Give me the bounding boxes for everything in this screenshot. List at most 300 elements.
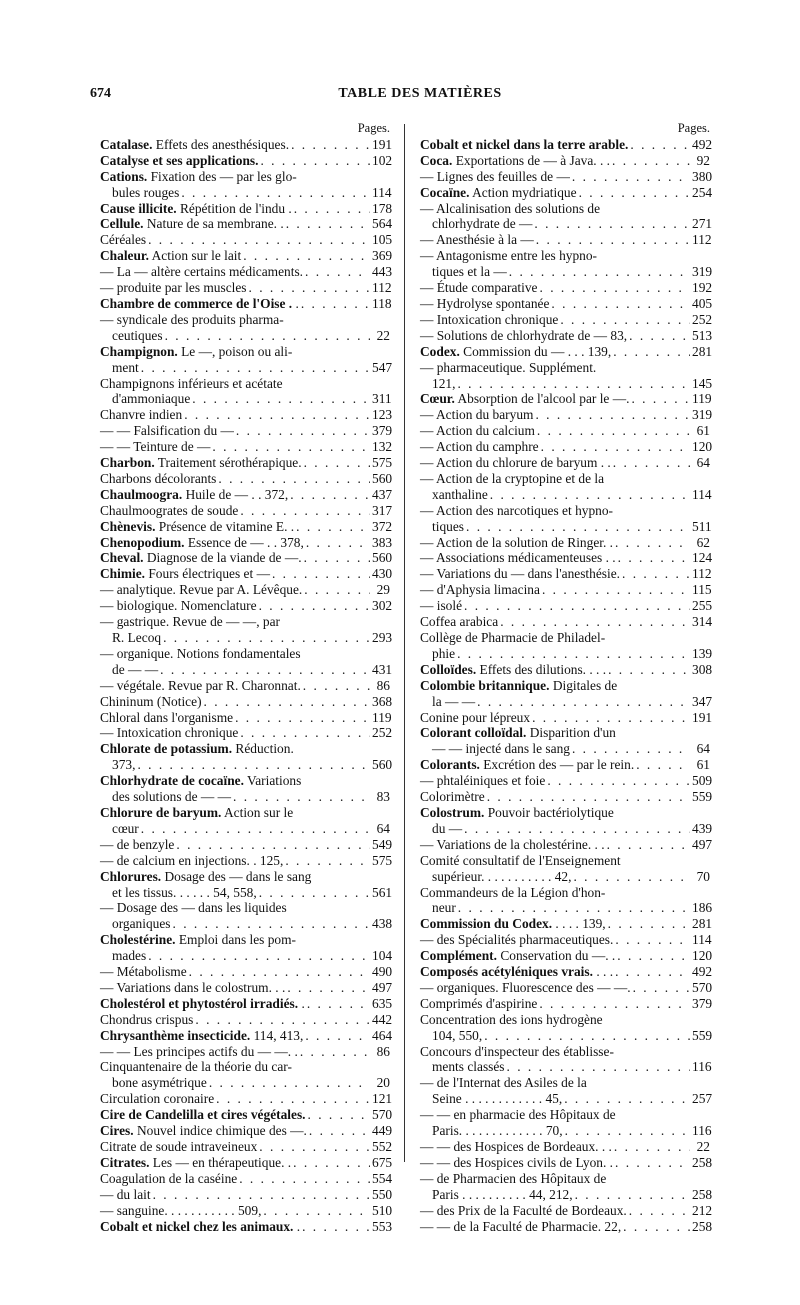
entry-text: Coffea arabica	[420, 614, 499, 630]
index-entry	[420, 598, 713, 614]
entry-text: Chrysanthème insecticide. 114, 413,	[100, 1027, 304, 1043]
index-entry	[420, 1075, 713, 1107]
entry-line	[100, 678, 390, 694]
dot-leader	[296, 519, 370, 535]
dot-leader	[613, 455, 690, 471]
dot-leader	[487, 789, 690, 805]
dot-leader	[614, 1139, 690, 1155]
entry-text: Chambre de commerce de l'Oise . .	[100, 295, 299, 311]
dot-leader	[615, 1155, 690, 1171]
entry-line	[420, 805, 710, 821]
index-entry	[420, 614, 713, 630]
entry-line	[420, 201, 710, 217]
entry-text: Cellule. Nature de sa membrane. .	[100, 216, 284, 232]
index-entry	[100, 852, 393, 869]
page-ref: 116	[692, 1123, 712, 1139]
index-entry	[100, 1123, 393, 1139]
dot-leader	[509, 264, 690, 280]
entry-line	[100, 1218, 393, 1235]
index-entry	[420, 439, 713, 455]
dot-leader	[541, 439, 690, 455]
dot-leader	[236, 423, 370, 439]
dot-leader	[607, 837, 690, 853]
entry-text: Chènevis. Présence de vitamine E. .	[100, 518, 295, 534]
dot-leader	[547, 773, 690, 789]
page-ref: 64	[376, 820, 390, 836]
index-entry	[100, 264, 393, 280]
entry-text: Chloral dans l'organisme	[100, 709, 234, 725]
entry-text: — des Prix de la Faculté de Bordeaux.	[420, 1202, 627, 1218]
entry-continuation	[100, 328, 390, 344]
dot-leader	[204, 694, 370, 710]
page-ref: 271	[692, 216, 713, 232]
entry-line	[100, 200, 393, 217]
entry-line	[420, 1218, 713, 1235]
page-ref: 575	[372, 455, 393, 471]
page-ref: 118	[372, 295, 392, 311]
entry-line	[100, 1059, 390, 1075]
dot-leader	[573, 869, 690, 885]
entry-continuation	[420, 264, 713, 280]
entry-line	[420, 327, 713, 344]
page-ref: 258	[692, 1154, 713, 1170]
entry-text: — Alcalinisation des solutions de	[420, 200, 601, 216]
entry-line	[100, 646, 390, 662]
entry-line	[420, 678, 710, 694]
entry-text: — Étude comparative	[420, 280, 538, 296]
dot-leader	[633, 980, 690, 996]
entry-text: — Métabolisme	[100, 964, 187, 980]
dot-leader	[300, 1044, 370, 1060]
entry-line	[420, 1202, 713, 1219]
entry-line	[420, 836, 713, 853]
page-ref: 302	[372, 598, 393, 614]
entry-text: — Action du baryum	[420, 407, 534, 423]
page-ref: 116	[692, 1059, 712, 1075]
entry-text: Colorant colloïdal. Disparition d'un	[420, 725, 616, 741]
entry-continuation	[100, 630, 393, 646]
page-ref: 311	[372, 391, 392, 407]
page-ref: 258	[692, 1186, 713, 1202]
page-ref: 497	[692, 836, 713, 852]
entry-line	[100, 502, 393, 519]
entry-text: Chininum (Notice)	[100, 693, 202, 709]
page-ref: 112	[372, 280, 392, 296]
entry-continuation	[420, 519, 710, 535]
entry-text: — Variations du — dans l'anesthésie.	[420, 566, 621, 582]
entry-text: — Associations médicamenteuses . .	[420, 550, 616, 566]
dot-leader	[464, 821, 690, 837]
dot-leader	[195, 1012, 370, 1028]
index-entry	[100, 805, 390, 837]
entry-line	[420, 248, 710, 264]
entry-text: — Action du chlorure de baryum . .	[420, 455, 611, 471]
index-entry	[100, 1170, 393, 1187]
entry-text: Colloïdes. Effets des dilutions. . . .	[420, 661, 607, 677]
index-entry	[100, 486, 393, 503]
page-ref: 192	[692, 280, 713, 296]
index-entry	[420, 948, 713, 964]
dot-leader	[209, 1075, 370, 1091]
entry-text: — Action du camphre	[420, 439, 539, 455]
dot-leader	[218, 471, 370, 487]
page-ref: 439	[692, 820, 713, 836]
entry-line	[420, 853, 710, 869]
page-ref: 83	[376, 789, 390, 805]
entry-line	[100, 550, 393, 566]
dot-leader	[148, 232, 370, 248]
page-ref: 114	[372, 184, 392, 200]
entry-line	[100, 1170, 393, 1187]
index-entry	[100, 1107, 393, 1123]
entry-text: Champignon. Le —, poison ou ali-	[100, 343, 293, 359]
entry-line	[420, 184, 713, 201]
page-ref: 405	[692, 295, 713, 311]
index-entry	[420, 359, 713, 392]
index-entry	[420, 423, 710, 439]
dot-leader	[477, 694, 690, 710]
entry-line	[100, 216, 393, 232]
entry-line	[100, 964, 393, 980]
entry-text: cœur	[112, 820, 139, 836]
page-ref: 191	[372, 136, 393, 152]
entry-text: — pharmaceutique. Supplément.	[420, 359, 597, 375]
entry-line	[100, 470, 393, 487]
entry-line	[100, 1091, 393, 1107]
index-entry	[100, 216, 393, 232]
entry-text: Chlorure de baryum. Action sur le	[100, 804, 294, 820]
entry-text: — — Teinture de —	[100, 439, 211, 455]
entry-line	[100, 280, 390, 296]
index-entry	[420, 964, 713, 980]
index-entry	[100, 502, 393, 519]
index-entry	[100, 1154, 393, 1171]
entry-text: 104, 550,	[432, 1027, 483, 1043]
entry-line	[420, 295, 713, 312]
dot-leader	[542, 582, 690, 598]
index-entry	[100, 1202, 393, 1219]
entry-text: Comité consultatif de l'Enseignement	[420, 852, 621, 868]
page-ref: 492	[692, 136, 713, 152]
page-ref: 115	[692, 582, 712, 598]
page-ref: 431	[372, 661, 393, 677]
entry-text: Cholestérine. Emploi dans les pom-	[100, 932, 297, 948]
entry-line	[100, 152, 393, 169]
entry-continuation	[420, 820, 713, 837]
entry-text: — Lignes des feuilles de —	[420, 168, 570, 184]
dot-leader	[173, 916, 370, 932]
entry-text: Circulation coronaire	[100, 1091, 215, 1107]
index-entry	[420, 884, 713, 917]
index-entry	[420, 471, 710, 503]
entry-text: Comprimés d'aspirine	[420, 995, 538, 1011]
index-entry	[420, 757, 710, 773]
index-entry	[420, 407, 713, 423]
page-ref: 255	[692, 598, 713, 614]
entry-text: Catalase. Effets des anesthésiques.	[100, 136, 290, 152]
index-entry	[420, 280, 713, 296]
entry-text: du —	[432, 820, 463, 836]
entry-continuation	[420, 1123, 710, 1139]
entry-line	[100, 995, 393, 1012]
dot-leader	[309, 1123, 370, 1139]
index-entry	[420, 311, 713, 328]
entry-line	[100, 693, 393, 710]
page-ref: 114	[692, 932, 712, 948]
index-entry	[100, 995, 393, 1012]
dot-leader	[539, 996, 690, 1012]
pages-label: Pages.	[677, 121, 710, 135]
entry-text: — syndicale des produits pharma-	[100, 311, 284, 327]
entry-continuation	[420, 1186, 713, 1203]
index-entry	[100, 248, 393, 264]
entry-text: — phtaléiniques et foie	[420, 773, 546, 789]
index-entry	[420, 853, 710, 885]
page-ref: 547	[372, 359, 393, 375]
index-entry	[100, 582, 390, 598]
index-entry	[420, 136, 713, 153]
page-ref: 104	[372, 948, 393, 964]
entry-text: de — —	[112, 661, 159, 677]
index-entry	[100, 470, 393, 487]
entry-text: Citrate de soude intraveineux	[100, 1139, 258, 1154]
dot-leader	[608, 916, 690, 932]
entry-continuation	[100, 757, 393, 773]
dot-leader	[615, 932, 690, 948]
entry-text: — Hydrolyse spontanée	[420, 295, 550, 311]
index-entry	[100, 693, 393, 710]
index-entry	[420, 1202, 713, 1219]
entry-line	[420, 407, 713, 423]
entry-line	[100, 1011, 393, 1028]
page-ref: 319	[692, 264, 713, 280]
entry-line	[420, 979, 713, 996]
dot-leader	[285, 853, 370, 869]
entry-list	[100, 136, 393, 1235]
dot-leader	[532, 710, 690, 726]
page-ref: 319	[692, 407, 713, 423]
entry-text: Charbons décolorants	[100, 470, 217, 486]
entry-line	[420, 582, 710, 598]
entry-text: Cinquantenaire de la théorie du car-	[100, 1059, 292, 1075]
entry-text: 373,	[112, 757, 136, 773]
entry-line	[100, 169, 390, 185]
entry-text: Complément. Conservation du —. .	[420, 948, 616, 964]
index-entry	[420, 1170, 713, 1203]
dot-leader	[636, 757, 690, 773]
entry-text: — Action de la solution de Ringer. .	[420, 534, 614, 550]
entry-text: — des Spécialités pharmaceutiques.	[420, 932, 614, 948]
index-entry	[100, 932, 393, 964]
page-ref: 497	[372, 979, 393, 995]
entry-line	[100, 1027, 393, 1044]
entry-text: 121,	[432, 375, 456, 391]
index-entry	[100, 232, 393, 248]
dot-leader	[613, 344, 690, 360]
dot-leader	[307, 996, 370, 1012]
entry-text: — Action du calcium	[420, 423, 535, 439]
entry-line	[100, 136, 393, 153]
entry-line	[100, 439, 393, 455]
entry-line	[100, 455, 393, 471]
dot-leader	[153, 1187, 370, 1203]
entry-text: Chaulmoogrates de soude	[100, 502, 239, 518]
entry-continuation	[420, 645, 713, 662]
page-ref: 379	[692, 995, 713, 1011]
dot-leader	[535, 407, 690, 423]
index-entry	[420, 566, 710, 582]
entry-text: bone asymétrique	[112, 1075, 207, 1091]
index-entry	[420, 1218, 713, 1235]
dot-leader	[304, 550, 370, 566]
index-entry	[100, 868, 393, 901]
entry-text: R. Lecoq	[112, 630, 162, 645]
dot-leader	[612, 153, 690, 169]
dot-leader	[263, 1203, 370, 1219]
entry-text: Chaulmoogra. Huile de — . . 372,	[100, 486, 289, 502]
entry-text: — Anesthésie à la —	[420, 232, 534, 248]
entry-line	[100, 407, 393, 423]
dot-leader	[272, 566, 370, 582]
entry-line	[420, 948, 713, 964]
page-ref: 254	[692, 184, 713, 200]
entry-line	[100, 710, 390, 726]
dot-leader	[490, 487, 690, 503]
dot-leader	[141, 821, 370, 837]
entry-text: supérieur. . . . . . . . . . . 42,	[432, 868, 572, 884]
entry-list	[420, 136, 713, 1235]
page-ref: 549	[372, 836, 393, 852]
entry-text: — Dosage des — dans les liquides	[100, 900, 287, 916]
dot-leader	[618, 550, 690, 566]
index-entry	[100, 773, 390, 805]
dot-leader	[287, 980, 370, 996]
page-ref: 550	[372, 1186, 393, 1202]
index-entry	[420, 455, 710, 471]
index-entry	[100, 964, 393, 980]
dot-leader	[615, 535, 690, 551]
dot-leader	[560, 312, 690, 328]
entry-text: Cobalt et nickel chez les animaux. .	[100, 1218, 301, 1234]
index-entry	[420, 932, 710, 948]
dot-leader	[137, 757, 370, 773]
entry-line	[100, 534, 393, 551]
entry-line	[420, 360, 710, 376]
dot-leader	[304, 455, 370, 471]
index-entry	[420, 789, 713, 805]
entry-continuation	[420, 487, 710, 503]
entry-line	[100, 566, 393, 582]
entry-text: Paris . . . . . . . . . . 44, 212,	[432, 1186, 573, 1202]
dot-leader	[536, 232, 690, 248]
index-entry	[420, 1139, 710, 1155]
entry-text: — d'Aphysia limacina	[420, 582, 540, 598]
entry-text: — — des Hospices civils de Lyon. .	[420, 1154, 614, 1170]
entry-line	[100, 836, 393, 853]
entry-text: — Variations dans le colostrum. . .	[100, 979, 286, 995]
entry-line	[100, 582, 390, 598]
index-entry	[100, 550, 393, 566]
index-entry	[100, 376, 390, 408]
column-divider	[404, 124, 405, 1162]
entry-text: — de benzyle	[100, 836, 175, 852]
entry-line	[420, 550, 713, 566]
entry-text: — analytique. Revue par A. Lévêque.	[100, 582, 303, 598]
entry-line	[100, 805, 390, 821]
entry-line	[420, 885, 710, 901]
page-ref: 369	[372, 248, 393, 264]
entry-text: Concentration des ions hydrogène	[420, 1011, 603, 1027]
entry-line	[420, 1075, 710, 1091]
entry-line	[420, 995, 713, 1012]
entry-text: — organique. Notions fondamentales	[100, 645, 301, 661]
page-ref: 383	[372, 534, 393, 550]
entry-continuation	[420, 1027, 713, 1044]
dot-leader	[192, 391, 370, 407]
entry-line	[100, 376, 390, 392]
index-entry	[420, 1107, 710, 1139]
entry-line	[100, 1186, 393, 1203]
dot-leader	[293, 1155, 370, 1171]
pages-label: Pages.	[357, 121, 390, 135]
entry-line	[100, 773, 390, 789]
entry-continuation	[100, 884, 393, 901]
dot-leader	[259, 1139, 370, 1155]
entry-line	[420, 773, 713, 789]
entry-text: Chimie. Fours électriques et —	[100, 566, 270, 582]
page-ref: 564	[372, 216, 393, 232]
page-ref: 281	[692, 343, 713, 359]
entry-line	[420, 439, 713, 455]
entry-text: xanthaline	[432, 486, 488, 502]
entry-line	[420, 1044, 710, 1060]
page-ref: 29	[376, 582, 390, 598]
entry-line	[420, 566, 710, 582]
entry-line	[100, 1107, 393, 1123]
dot-leader	[484, 1028, 690, 1044]
dot-leader	[291, 137, 370, 153]
entry-line	[100, 518, 393, 535]
page-ref: 635	[372, 995, 393, 1011]
index-entry	[100, 725, 393, 741]
index-entry	[420, 184, 713, 201]
page-ref: 281	[692, 916, 713, 932]
entry-text: — — Les principes actifs du — —. .	[100, 1043, 298, 1059]
dot-leader	[458, 900, 690, 916]
page-ref: 86	[376, 1043, 390, 1059]
entry-text: — de calcium en injections. . 125,	[100, 852, 284, 868]
dot-leader	[537, 423, 690, 439]
index-entry	[100, 900, 393, 932]
entry-text: tiques	[432, 518, 464, 534]
entry-line	[420, 1154, 713, 1171]
entry-text: Citrates. Les — en thérapeutique. .	[100, 1154, 292, 1170]
index-entry	[100, 1139, 393, 1155]
entry-text: Seine . . . . . . . . . . . . 45,	[432, 1091, 563, 1107]
dot-leader	[259, 598, 370, 614]
entry-text: — Antagonisme entre les hypno-	[420, 248, 598, 264]
entry-text: Chondrus crispus	[100, 1011, 194, 1027]
entry-line	[100, 614, 390, 630]
page-ref: 145	[692, 375, 713, 391]
entry-continuation	[420, 1091, 713, 1107]
dot-leader	[260, 153, 370, 169]
entry-continuation	[100, 916, 393, 932]
entry-line	[100, 264, 393, 280]
entry-line	[420, 455, 710, 471]
dot-leader	[240, 503, 370, 519]
entry-line	[420, 423, 710, 439]
